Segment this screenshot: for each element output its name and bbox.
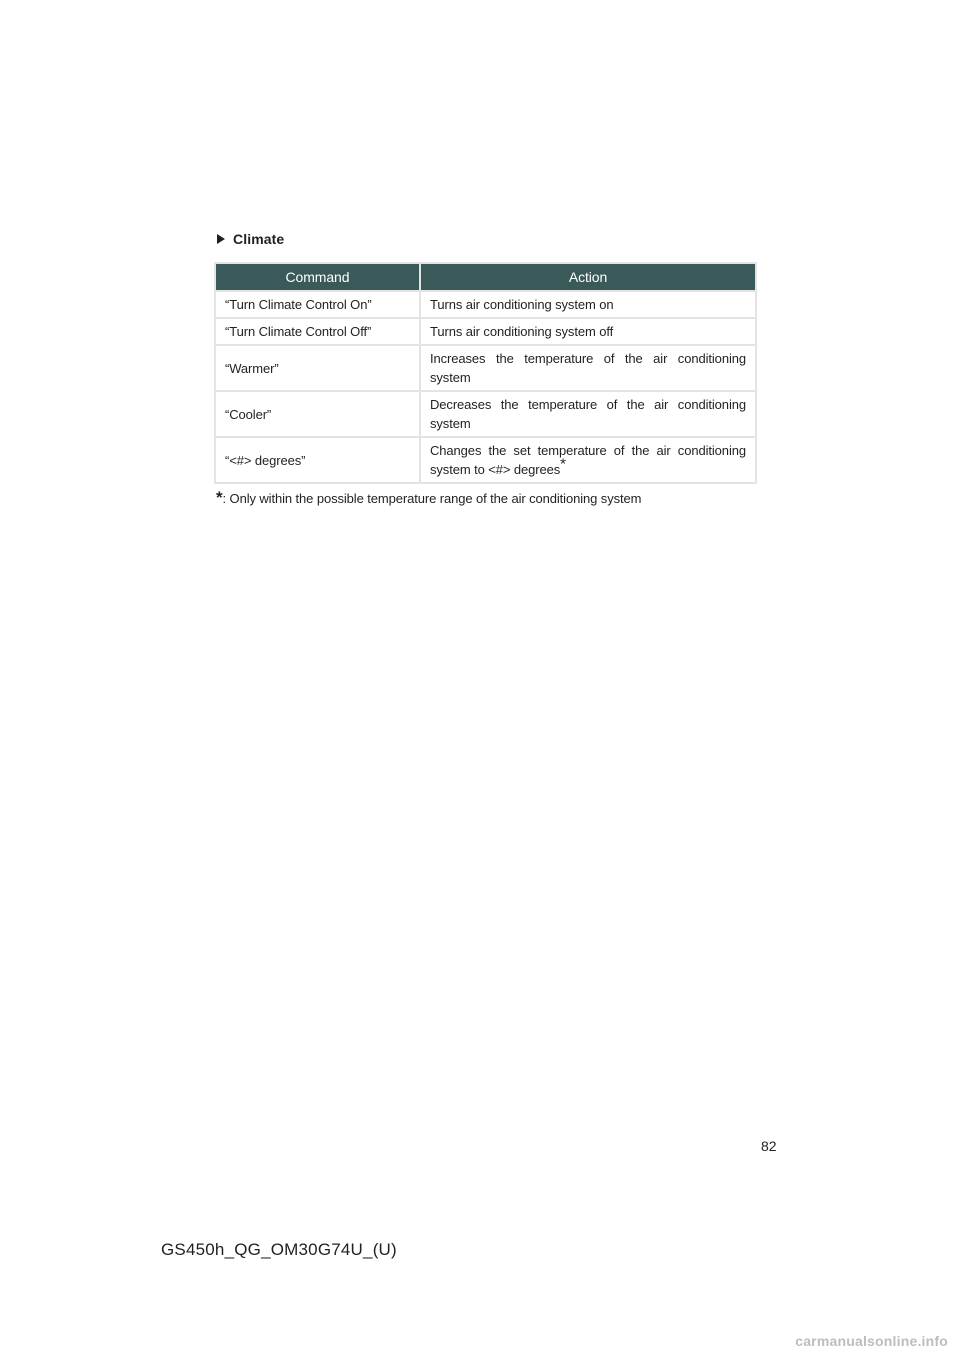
command-cell: “Turn Climate Control Off”	[215, 318, 420, 345]
action-cell: Decreases the temperature of the air conditioning system	[420, 391, 756, 437]
action-cell: Increases the temperature of the air conditioning system	[420, 345, 756, 391]
table-row	[215, 437, 756, 483]
page-number: 82	[761, 1138, 777, 1154]
action-cell: Turns air conditioning system on	[420, 291, 756, 318]
footnote-text: : Only within the possible temperature range of the air conditioning system	[222, 491, 642, 506]
table-row	[215, 345, 756, 391]
table-row	[215, 291, 756, 318]
action-cell: Turns air conditioning system off	[420, 318, 756, 345]
section-heading	[217, 231, 284, 247]
table-row	[215, 391, 756, 437]
command-cell: “Cooler”	[215, 391, 420, 437]
table-row	[215, 318, 756, 345]
command-cell: “Turn Climate Control On”	[215, 291, 420, 318]
command-table	[214, 262, 757, 484]
action-text: Changes the set temperature of the air conditioning system to <#> degrees	[430, 443, 746, 477]
action-cell	[420, 437, 756, 483]
header-command: Command	[215, 263, 420, 291]
footnote-mark: *	[216, 488, 223, 507]
command-cell: “Warmer”	[215, 345, 420, 391]
watermark: carmanualsonline.info	[795, 1333, 948, 1349]
footnote-reference: *	[560, 455, 566, 473]
footnote	[216, 488, 641, 508]
triangle-bullet-icon	[217, 234, 225, 244]
command-cell: “<#> degrees”	[215, 437, 420, 483]
document-code: GS450h_QG_OM30G74U_(U)	[161, 1240, 397, 1259]
table-header-row	[215, 263, 756, 291]
header-action: Action	[420, 263, 756, 291]
section-title: Climate	[233, 231, 285, 247]
